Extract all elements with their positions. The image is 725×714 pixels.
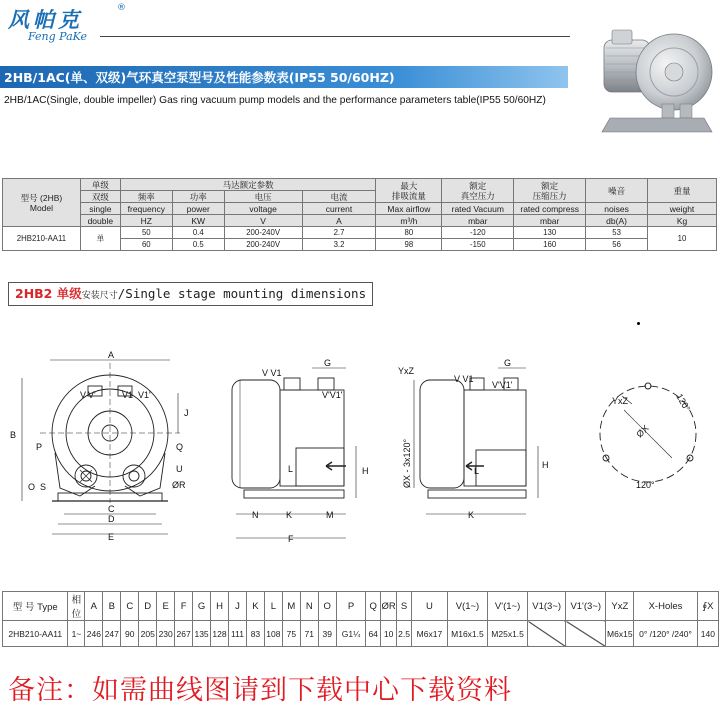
type-header: 型 号 Type (3, 592, 68, 621)
col-V1p: V1'(3~) (566, 592, 606, 621)
col-Vp: V'(1~) (488, 592, 528, 621)
dim-D: D (108, 514, 115, 524)
power-unit: KW (172, 215, 224, 227)
side-view-2 (414, 368, 538, 514)
col-G: G (193, 592, 211, 621)
dimension-header-row (3, 592, 719, 621)
compress-header: 额定 压缩压力 (514, 179, 586, 203)
download-note: 备注：如需曲线图请到下载中心下载资料 (8, 675, 512, 706)
dim-L: L (288, 464, 294, 474)
table-row (3, 227, 717, 239)
dim-K-2: K (468, 510, 475, 520)
mounting-drawing (0, 338, 725, 588)
cell-compress: 160 (514, 239, 586, 251)
voltage-unit: V (224, 215, 302, 227)
col-E: E (157, 592, 175, 621)
cell-voltage: 200-240V (224, 227, 302, 239)
weight-unit: Kg (648, 215, 717, 227)
col-S: S (397, 592, 412, 621)
phase-header: 相位 (68, 592, 85, 621)
dim-M: M (326, 510, 334, 520)
cell-power: 0.5 (172, 239, 224, 251)
cell-model: 2HB210-AA11 (3, 621, 68, 647)
col-U: U (411, 592, 447, 621)
dimension-table (2, 591, 719, 647)
logo-chinese: 风帕克 (8, 7, 83, 32)
page-title: 2HB/1AC(单、双级)气环真空泵型号及性能参数表(IP55 50/60HZ) (4, 70, 395, 85)
cell-phiX: 140 (697, 621, 718, 647)
cell-airflow: 98 (376, 239, 442, 251)
cell-airflow: 80 (376, 227, 442, 239)
col-A: A (85, 592, 103, 621)
registered-mark: ® (117, 3, 126, 13)
cell-freq: 50 (120, 227, 172, 239)
cell-power: 0.4 (172, 227, 224, 239)
noise-unit: db(A) (586, 215, 648, 227)
dim-U: U (176, 464, 183, 474)
col-L: L (264, 592, 282, 621)
label-Vp: V' (88, 390, 96, 400)
performance-table (2, 178, 717, 251)
col-R: ØR (381, 592, 397, 621)
label-V1: V1 (122, 390, 134, 400)
label-VpV1p: V'V1' (322, 390, 343, 400)
dim-H: H (362, 466, 369, 476)
dot-mark (637, 322, 640, 325)
col-D: D (139, 592, 157, 621)
voltage-en: voltage (224, 203, 302, 215)
stage-header-2: 双级 (80, 191, 120, 203)
dim-H-2: H (542, 460, 549, 470)
cell-L: 108 (264, 621, 282, 647)
weight-header: 重量 (648, 179, 717, 203)
col-F: F (175, 592, 193, 621)
cell-B: 247 (103, 621, 121, 647)
col-Q: Q (366, 592, 381, 621)
dim-C: C (108, 504, 115, 514)
noise-header: 噪音 (586, 179, 648, 203)
current-en: current (302, 203, 376, 215)
voltage-header: 电压 (224, 191, 302, 203)
table-row (3, 621, 719, 647)
col-V: V(1~) (447, 592, 487, 621)
weight-en: weight (648, 203, 717, 215)
col-phiX: ∮X (697, 592, 718, 621)
cell-N: 71 (300, 621, 318, 647)
page-subtitle: 2HB/1AC(Single, double impeller) Gas ring vacuum pump models and the performance parameters table(IP55 50/60HZ) (4, 95, 546, 106)
cell-V1 (528, 621, 566, 647)
dim-F: F (288, 534, 294, 544)
stage-header: 单级 (80, 179, 120, 191)
current-unit: A (302, 215, 376, 227)
cell-S: 2.5 (397, 621, 412, 647)
cell-YxZ: M6x15 (606, 621, 634, 647)
col-K: K (246, 592, 264, 621)
cell-current: 2.7 (302, 227, 376, 239)
airflow-unit: m³/h (376, 215, 442, 227)
row-weight: 10 (648, 227, 717, 251)
cell-O: 39 (318, 621, 336, 647)
col-X-holes: X-Holes (634, 592, 697, 621)
cell-current: 3.2 (302, 239, 376, 251)
header-divider (100, 36, 570, 37)
freq-en: frequency (120, 203, 172, 215)
col-H: H (211, 592, 229, 621)
label-YxZ: YxZ (398, 366, 415, 376)
vacuum-unit: mbar (442, 215, 514, 227)
motor-group-header: 马达额定参数 (120, 179, 376, 191)
col-YxZ: YxZ (606, 592, 634, 621)
airflow-en: Max airflow (376, 203, 442, 215)
vacuum-header: 额定 真空压力 (442, 179, 514, 203)
cell-R: 10 (381, 621, 397, 647)
col-V1: V1(3~) (528, 592, 566, 621)
front-view (22, 360, 180, 534)
row-stage: 单 (80, 227, 120, 251)
dim-B: B (10, 430, 17, 440)
label-phiX: ØX (634, 423, 651, 440)
dim-J: J (184, 408, 189, 418)
label-angle-1: 120° (674, 392, 693, 414)
cell-A: 246 (85, 621, 103, 647)
row-model: 2HB210-AA11 (3, 227, 81, 251)
freq-unit: HZ (120, 215, 172, 227)
stage-en-1: single (80, 203, 120, 215)
label-angle-2: 120° (636, 480, 655, 490)
dim-Q: Q (176, 442, 184, 452)
cell-noise: 53 (586, 227, 648, 239)
cell-D: 205 (139, 621, 157, 647)
label-V: V (80, 390, 87, 400)
cell-E: 230 (157, 621, 175, 647)
label-YxZ-2: YxZ (612, 396, 629, 406)
dim-G-2: G (504, 358, 512, 368)
dim-phiX3: ØX - 3x120° (402, 438, 412, 488)
noise-en: noises (586, 203, 648, 215)
current-header: 电流 (302, 191, 376, 203)
col-J: J (229, 592, 247, 621)
cell-V: M16x1.5 (447, 621, 487, 647)
cell-U: M6x17 (411, 621, 447, 647)
cell-H: 128 (211, 621, 229, 647)
col-P: P (336, 592, 366, 621)
dim-G: G (324, 358, 332, 368)
pump-photo (592, 20, 720, 138)
section-title-mounting: 2HB2 单级安装尺寸/Single stage mounting dimensions (8, 282, 373, 306)
cell-Q: 64 (366, 621, 381, 647)
dim-L-2: L (474, 466, 480, 476)
cell-X-holes: 0° /120° /240° (634, 621, 697, 647)
cell-voltage: 200-240V (224, 239, 302, 251)
label-V1p: V1' (138, 390, 151, 400)
dim-P: P (36, 442, 43, 452)
stage-en-2: double (80, 215, 120, 227)
col-C: C (121, 592, 139, 621)
cell-compress: 130 (514, 227, 586, 239)
col-O: O (318, 592, 336, 621)
power-en: power (172, 203, 224, 215)
vacuum-en: rated Vacuum (442, 203, 514, 215)
col-B: B (103, 592, 121, 621)
cell-V1p (566, 621, 606, 647)
cell-vacuum: -150 (442, 239, 514, 251)
compress-en: rated compress (514, 203, 586, 215)
dim-S: S (40, 482, 47, 492)
cell-M: 75 (282, 621, 300, 647)
power-header: 功率 (172, 191, 224, 203)
cell-P: G1¼ (336, 621, 366, 647)
cell-F: 267 (175, 621, 193, 647)
cell-noise: 56 (586, 239, 648, 251)
dim-K: K (286, 510, 293, 520)
freq-header: 频率 (120, 191, 172, 203)
model-header: 型号 (2HB) Model (3, 179, 81, 227)
airflow-header: 最大 排吸流量 (376, 179, 442, 203)
cell-K: 83 (246, 621, 264, 647)
dim-N: N (252, 510, 259, 520)
cell-C: 90 (121, 621, 139, 647)
label-VV1: V V1 (262, 368, 282, 378)
cell-G: 135 (193, 621, 211, 647)
compress-unit: mbar (514, 215, 586, 227)
col-N: N (300, 592, 318, 621)
dim-R: ØR (172, 480, 186, 490)
dim-A: A (108, 350, 115, 360)
cell-freq: 60 (120, 239, 172, 251)
cell-vacuum: -120 (442, 227, 514, 239)
cell-J: 111 (229, 621, 247, 647)
cell-Vp: M25x1.5 (488, 621, 528, 647)
col-M: M (282, 592, 300, 621)
logo-english: Feng PaKe (28, 30, 88, 43)
label-VV1-2: V V1 (454, 374, 474, 384)
dim-E: E (108, 532, 115, 542)
dim-O: O (28, 482, 36, 492)
cell-phase: 1~ (68, 621, 85, 647)
label-VpV1p-2: V'V1' (492, 380, 513, 390)
